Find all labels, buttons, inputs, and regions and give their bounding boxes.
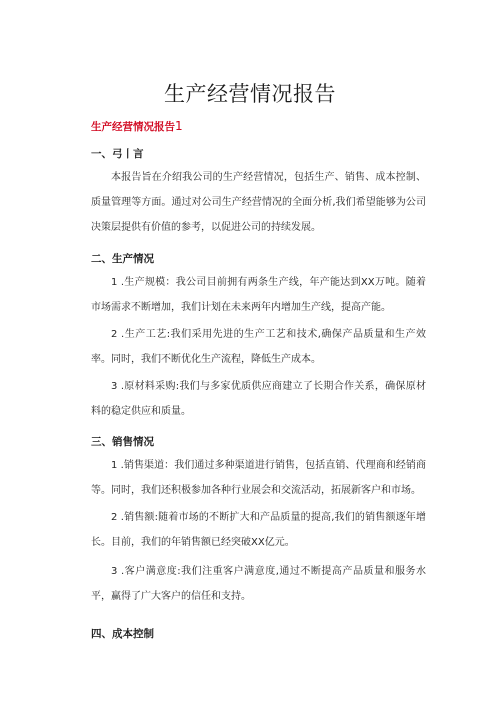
paragraph-sales-revenue: 2 .销售额:随着市场的不断扩大和产品质量的提高,我们的销售额逐年增长。目前，我们的年销售额已经突破XX亿元。 [91,512,426,548]
section-heading-sales: 三、销售情况 [91,436,154,448]
section-heading-production: 二、生产情况 [91,253,154,265]
paragraph-production-scale: 1 .生产规模：我公司目前拥有两条生产线，年产能达到XX万吨。随着市场需求不断增加，我们计划在未来两年内增加生产线，提高产能。 [91,277,426,313]
subtitle-text: 生产经营情况报告 [91,121,175,133]
paragraph-sales-channels: 1 .销售渠道：我们通过多种渠道进行销售，包括直销、代理商和经销商等。同时，我们还积极参加各种行业展会和交流活动，拓展新客户和市场。 [91,460,426,496]
paragraph-customer-satisfaction: 3 .客户满意度:我们注重客户满意度,通过不断提高产品质量和服务水平，赢得了广大客户的信任和支持。 [91,566,426,602]
paragraph-production-process: 2 .生产工艺:我们采用先进的生产工艺和技术,确保产品质量和生产效率。同时，我们不断优化生产流程，降低生产成本。 [91,329,426,365]
section-heading-cost-control: 四、成本控制 [91,628,154,640]
paragraph-introduction: 本报告旨在介绍我公司的生产经营情况，包括生产、销售、成本控制、质量管理等方面。通过对公司生产经营情况的全面分析,我们希望能够为公司决策层提供有价值的参考，以促进公司的持续发展。 [91,172,426,233]
subtitle-number: 1 [175,119,183,133]
section-heading-introduction: 一、弓丨言 [91,148,144,160]
document-title: 生产经营情况报告 [164,82,336,106]
paragraph-material-procurement: 3 .原材料采购:我们与多家优质供应商建立了长期合作关系，确保原材料的稳定供应和质量。 [91,381,426,417]
document-subtitle [91,119,183,134]
